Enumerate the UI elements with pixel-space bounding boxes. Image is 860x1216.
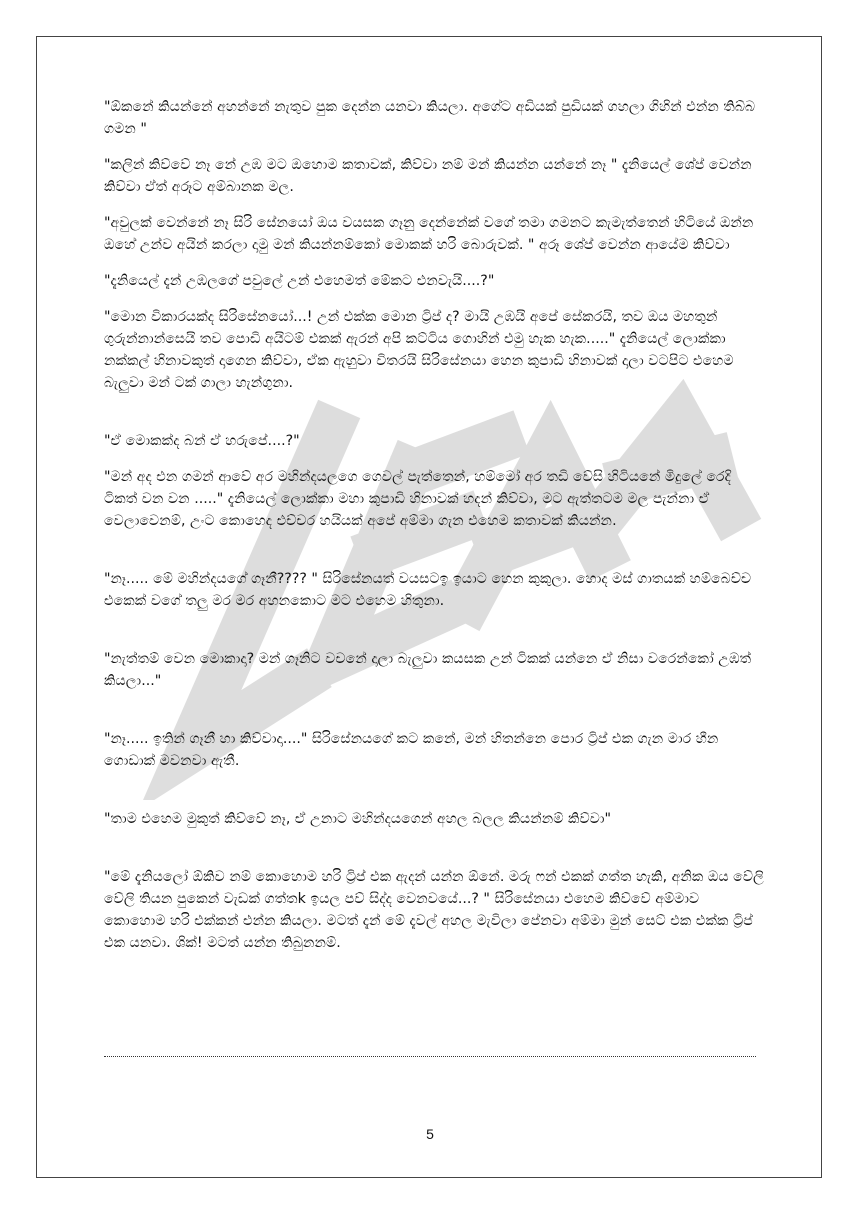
paragraph: "දැනියෙල් දැන් උඹලගේ පවුලේ උන් එහෙමත් මේකට එනවැයි....?": [104, 273, 495, 289]
paragraph: "නෑ..... ඉතින් ගෑනී හා කිව්වාදා...." සිරිසේනයගේ කට කනේ, මන් හිතන්නෙ පොර ට්‍රිප් එක ගැන මාර හීන ගොඩාක් මවනවා ඇතී.: [104, 731, 719, 769]
dotted-separator: [104, 1056, 756, 1057]
paragraph: "තාම එහෙම මුකුත් කිව්වේ නෑ, ඒ උනාට මහින්දයගෙන් අහල බලල කියන්නම් කිව්වා": [104, 811, 612, 827]
page-body: [104, 96, 764, 968]
paragraph: "ඕකනේ කියන්නේ අහන්නේ නැතුව පුක දෙන්න යනවා කියලා. අගේට අඩියක් පුඩියක් ගහලා ගිහින් එන්න තිබ්බ ගමන ": [104, 99, 756, 137]
paragraph: "මන් අද එන ගමන් ආවේ අර මහින්දයලගෙ ගෙවල් පැත්තෙන්, හම්මෝ අර තඩි වේසි හිටියනේ මිදුලේ රෙදි ටිකත් වන වන ....." දැනියෙල් ලොක්කා මහා කුපාඩි හිනාවක් හදන් කිව්වා, මට ඇත්තටම මල පැන්නා ඒ වෙලාවෙනම්, උංට කොහෙද එච්චර හයියක් අපේ අම්මා ගැන එහෙම කතාවක් කියන්න.: [104, 469, 731, 529]
paragraph: "අවුලක් වෙන්නේ නෑ සිරි සේනයෝ ඔය වයසක ගෑනු දෙන්නේක් වගේ තමා ගමනට කැමැත්තෙන් හිටියේ ඔන්න ඔහේ උන්ව අයින් කරලා දාමු මන් කියන්නම්කෝ මොකක් හරි බොරුවක්. " අරූ ශේප් වෙන්න ආයේම කිව්වා: [104, 215, 754, 253]
paragraph: "නෑ..... මේ මහින්දයගේ ගෑනී???? " සිරිසේනයත් වයසටඉ ඉයාට හෙන කුකුලා. හොද මස් ගාතයක් හම්බෙච්ච එකෙක් වගේ තලු මර මර අහනකොට මට එහෙම හිතුනා.: [104, 571, 752, 609]
page-number: 5: [426, 1126, 434, 1142]
paragraph: "මේ දැනියලෝ ඕකිව නම් කොහොම හරි ට්‍රිප් එක ඇදන් යන්න ඕනේ. මරු ෆන් එකක් ගත්ත හැකි, අනික ඔය වේලි වේලි තියන පුකෙන් වැඩක් ගත්තk ඉයල පව් සිද්ද වෙනවයේ...? " සිරිසේනයා එහෙම කිව්වේ අම්මාව කොහොම හරි එක්කන් එන්න කියලා. මටත් දැන් මේ දැවල් අහල මැවිලා පේනවා අම්මා මුන් සෙට් එක එක්ක ට්‍රිප් එක යනවා. ශික්! මටත් යන්න තිබුනනම්.: [104, 869, 764, 951]
paragraph: "කලින් කිව්වේ නෑ නේ උඹ මට ඔහොම කතාවක්, කිව්වා නම් මන් කියන්න යන්නේ නෑ " දැනියෙල් ශේප් වෙන්න කිව්වා ඒත් අරූට අම්බානක මල.: [104, 157, 752, 195]
paragraph: "ඒ මොකක්ද බන් ඒ හරුපේ....?": [104, 433, 300, 449]
paragraph: "මොන විකාරයක්ද සිරිසේනයෝ...! උන් එක්ක මොන ට්‍රිප් ද? මායි උඹයි අපේ සේකරයි, තව ඔය මහතුන් ගුරුන්නාන්සෙයි තව පොඩි අයිටම් එකක් ඇරන් අපි කට්ටිය ගොහින් එමු හැක හැක....." දැනියෙල් ලොක්කා නක්කල් හිනාවකුත් දාගෙන කිව්වා, ඒක ඇහුවා විතරයි සිරිසේනයා හෙන කුපාඩි හිනාවක් දාලා වටපිට එහෙම බැලුවා මන් ටක් ගාලා හැන්ගුනා.: [104, 309, 734, 391]
paragraph: "නැත්තම් වෙන මොකාදා? මන් ගෑනිට වචනේ දාලා බැලුවා කයසක උන් ටිකක් යන්නෙ ඒ නිසා වරෙන්කෝ උඹත් කියලා...": [104, 651, 752, 689]
